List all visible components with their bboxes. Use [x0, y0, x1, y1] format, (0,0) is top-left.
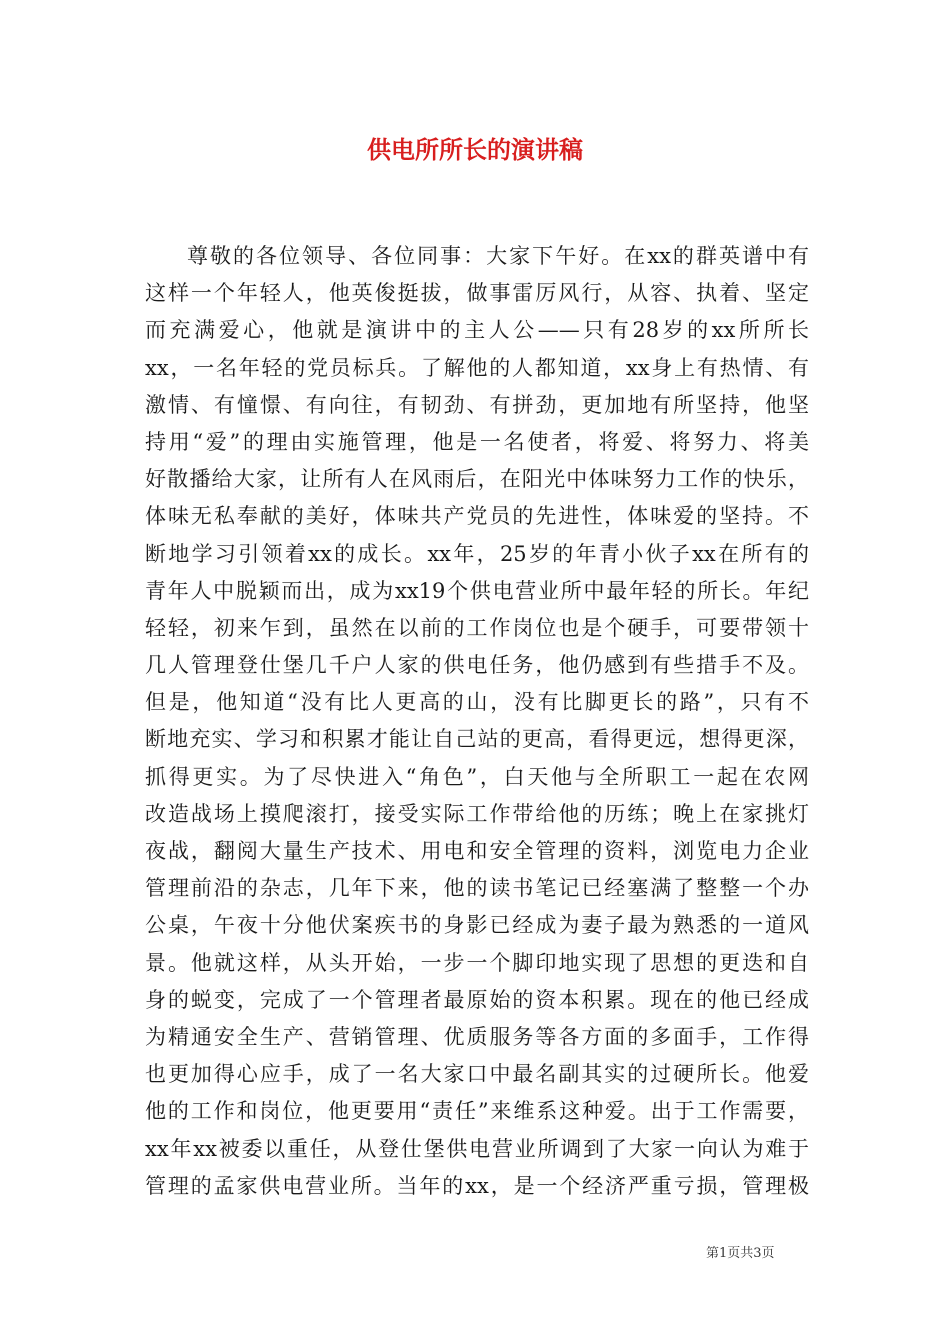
body-text-line: 他的工作和岗位，他更要用“责任”来维系这种爱。出于工作需要，	[145, 1099, 809, 1124]
body-text-line: 为精通安全生产、营销管理、优质服务等各方面的多面手，工作得	[145, 1024, 809, 1049]
body-text-line: 但是，他知道“没有比人更高的山，没有比脚更长的路”，只有不	[145, 690, 809, 715]
body-text-line: 体味无私奉献的美好，体味共产党员的先进性，体味爱的坚持。不	[145, 504, 809, 529]
document-title: 供电所所长的演讲稿	[367, 135, 583, 164]
body-text-line: 身的蜕变，完成了一个管理者最原始的资本积累。现在的他已经成	[145, 987, 809, 1012]
body-text-line: 这样一个年轻人，他英俊挺拔，做事雷厉风行，从容、执着、坚定	[145, 281, 809, 306]
body-text-line: 公桌，午夜十分他伏案疾书的身影已经成为妻子最为熟悉的一道风	[145, 913, 809, 938]
body-text-line: 管理的孟家供电营业所。当年的xx，是一个经济严重亏损，管理极	[145, 1173, 809, 1198]
page-number-footer: 第1页共3页	[706, 1246, 775, 1261]
body-text-line: 抓得更实。为了尽快进入“角色”，白天他与全所职工一起在农网	[145, 764, 809, 789]
body-text-line: 好散播给大家，让所有人在风雨后，在阳光中体味努力工作的快乐，	[145, 467, 809, 492]
body-text-line: 管理前沿的杂志，几年下来，他的读书笔记已经塞满了整整一个办	[145, 876, 809, 901]
body-text-line: xx，一名年轻的党员标兵。了解他的人都知道，xx身上有热情、有	[145, 355, 809, 380]
body-text-line: 尊敬的各位领导、各位同事：大家下午好。在xx的群英谱中有	[187, 244, 809, 268]
body-text-line: xx年xx被委以重任，从登仕堡供电营业所调到了大家一向认为难于	[145, 1136, 809, 1161]
body-text-line: 而充满爱心，他就是演讲中的主人公——只有28岁的xx所所长	[145, 318, 809, 343]
document-body	[145, 238, 809, 1205]
body-text-line: 青年人中脱颖而出，成为xx19个供电营业所中最年轻的所长。年纪	[145, 578, 809, 603]
body-text-line: 断地学习引领着xx的成长。xx年，25岁的年青小伙子xx在所有的	[145, 541, 809, 566]
body-text-line: 也更加得心应手，成了一名大家口中最名副其实的过硬所长。他爱	[145, 1062, 809, 1087]
body-text-line: 改造战场上摸爬滚打，接受实际工作带给他的历练；晚上在家挑灯	[145, 801, 809, 826]
body-text-line: 激情、有憧憬、有向往，有韧劲、有拼劲，更加地有所坚持，他坚	[145, 392, 809, 417]
body-text-line: 断地充实、学习和积累才能让自己站的更高，看得更远，想得更深，	[145, 727, 809, 752]
body-text-line: 几人管理登仕堡几千户人家的供电任务，他仍感到有些措手不及。	[145, 653, 809, 678]
body-text-line: 夜战，翻阅大量生产技术、用电和安全管理的资料，浏览电力企业	[145, 839, 809, 863]
body-text-line: 持用“爱”的理由实施管理，他是一名使者，将爱、将努力、将美	[145, 429, 809, 454]
body-text-line: 轻轻，初来乍到，虽然在以前的工作岗位也是个硬手，可要带领十	[145, 615, 809, 640]
body-text-line: 景。他就这样，从头开始，一步一个脚印地实现了思想的更迭和自	[145, 950, 809, 975]
